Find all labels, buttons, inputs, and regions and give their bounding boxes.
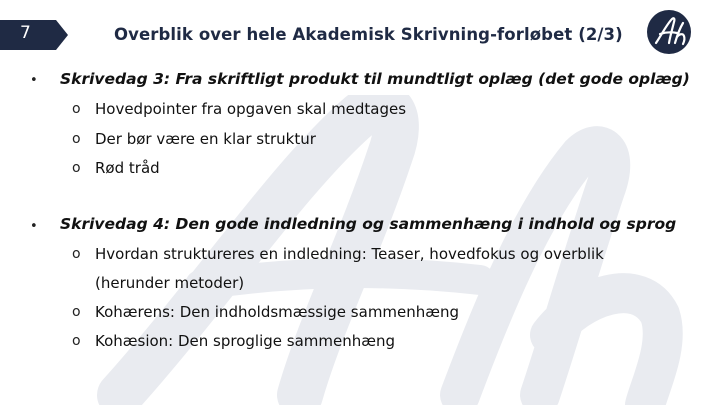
list-item: Hovedpointer fra opgaven skal medtages: [95, 100, 407, 118]
sub-marker: o: [72, 304, 81, 320]
list-item: Kohærens: Den indholdsmæssige sammenhæng: [95, 303, 460, 321]
sub-marker: o: [72, 160, 81, 176]
section-bullet: •: [30, 219, 38, 234]
slide-number-tab: [0, 20, 68, 50]
sub-marker: o: [72, 333, 81, 349]
list-item: Der bør være en klar struktur: [95, 130, 316, 148]
sub-marker: o: [72, 101, 81, 117]
slide-title: Overblik over hele Akademisk Skrivning-forløbet (2/3): [114, 25, 623, 44]
list-item: Rød tråd: [95, 159, 160, 177]
section-heading: Skrivedag 4: Den gode indledning og sammenhæng i indhold og sprog: [60, 215, 677, 233]
slide-number: 7: [20, 23, 31, 43]
sub-marker: o: [72, 246, 81, 262]
ah-monogram-icon: [647, 10, 691, 54]
list-item: Hvordan struktureres en indledning: Teaser, hovedfokus og overblik: [95, 245, 604, 263]
sub-marker: o: [72, 131, 81, 147]
section-bullet: •: [30, 73, 38, 88]
list-item-continuation: (herunder metoder): [95, 274, 245, 292]
list-item: Kohæsion: Den sproglige sammenhæng: [95, 332, 395, 350]
section-heading: Skrivedag 3: Fra skriftligt produkt til mundtligt oplæg (det gode oplæg): [60, 70, 690, 88]
